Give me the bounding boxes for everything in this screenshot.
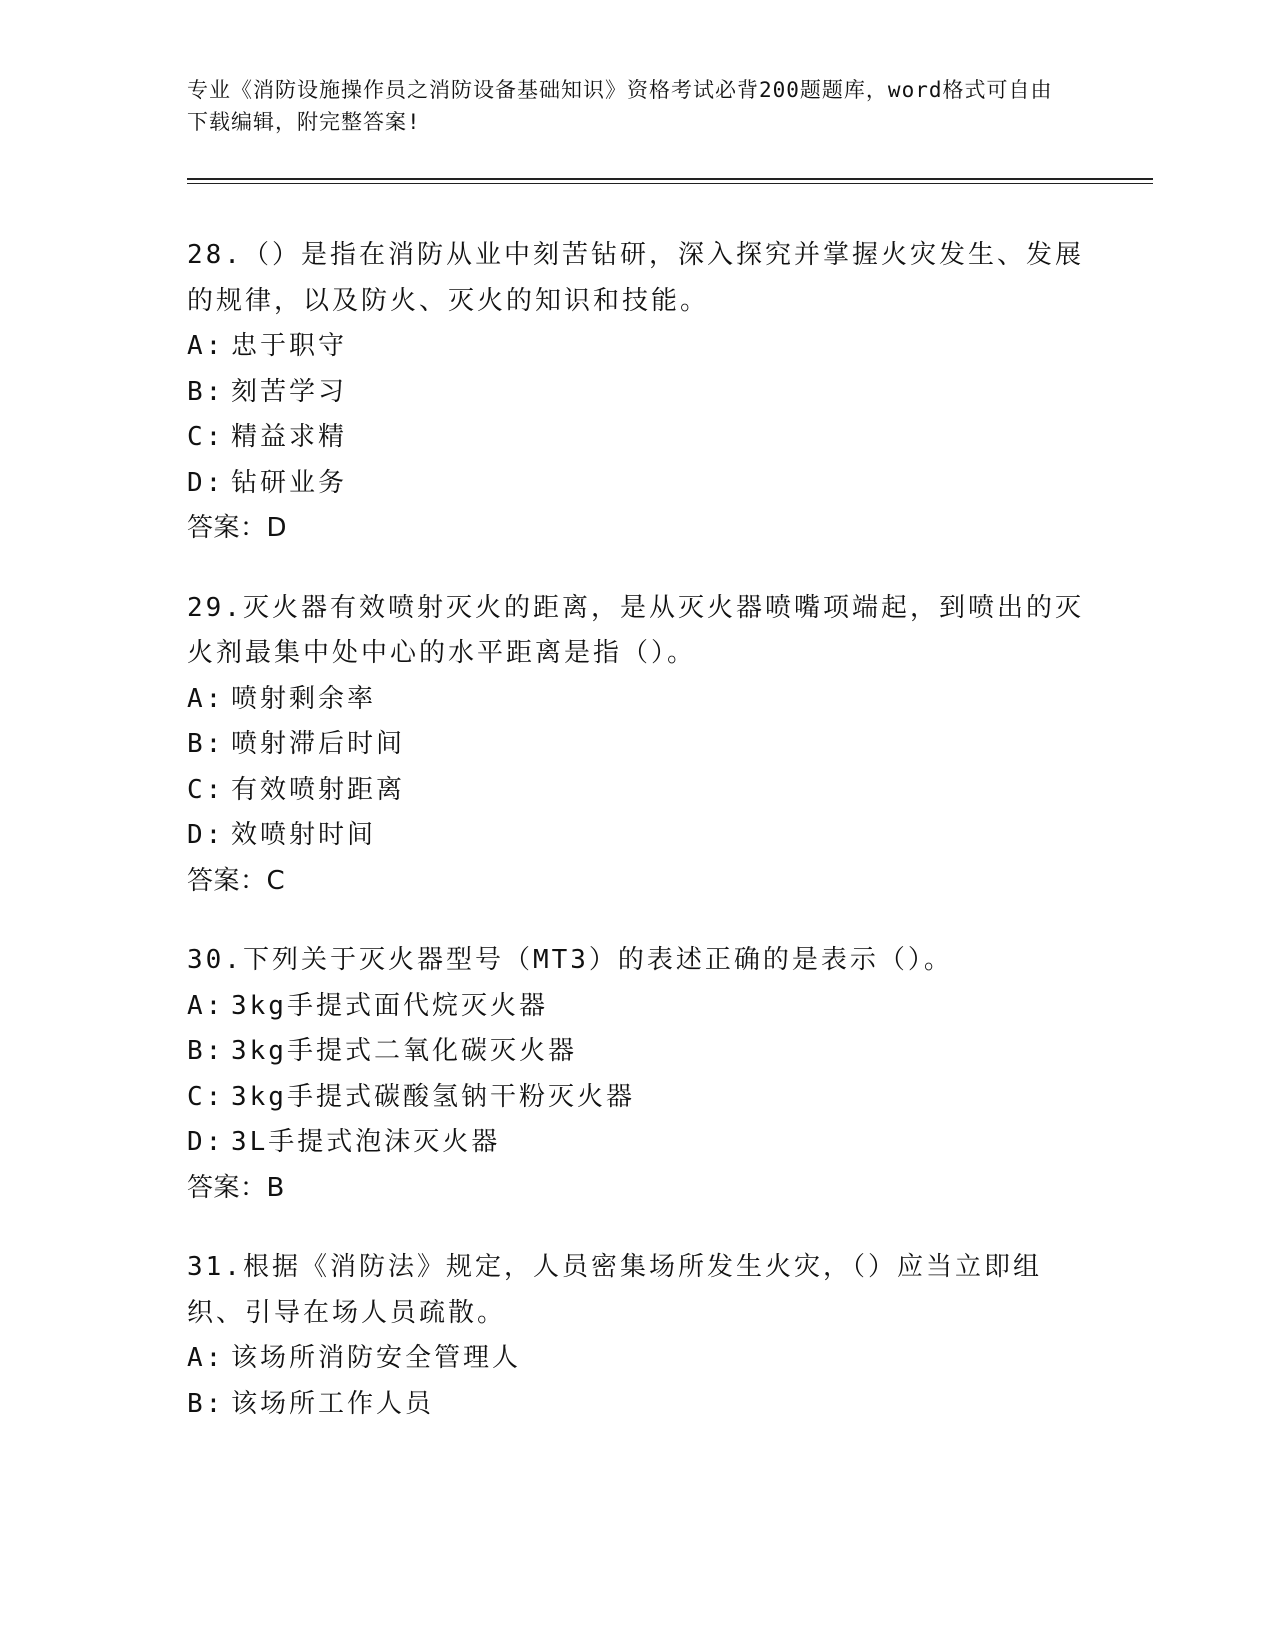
question-29 [187,586,1087,905]
option-c: C: 精益求精 [187,422,348,452]
option-a: A: 忠于职守 [187,331,348,361]
header-rule-bottom [187,183,1153,184]
option-c: C: 3kg手提式碳酸氢钠干粉灭火器 [187,1081,635,1112]
option-b: B: 3kg手提式二氧化碳灭火器 [187,1036,577,1066]
question-stem: 29.灭火器有效喷射灭火的距离，是从灭火器喷嘴项端起，到喷出的灭火剂最集中处中心的水平距离是指（）。 [187,592,1084,668]
option-c: C: 有效喷射距离 [187,774,406,805]
question-list [187,233,1087,1461]
option-b: B: 刻苦学习 [187,376,348,407]
question-stem: 30.下列关于灭火器型号（MT3）的表述正确的是表示（）。 [187,945,953,975]
question-28 [187,233,1087,552]
question-stem: 28.（）是指在消防从业中刻苦钻研，深入探究并掌握火灾发生、发展的规律，以及防火、灭火的知识和技能。 [187,240,1084,316]
option-a: A: 3kg手提式面代烷灭火器 [187,990,548,1021]
option-a: A: 该场所消防安全管理人 [187,1343,522,1373]
option-d: D: 钻研业务 [187,467,348,498]
option-b: B: 该场所工作人员 [187,1388,435,1419]
question-30 [187,938,1087,1211]
question-stem: 31.根据《消防法》规定，人员密集场所发生火灾，（）应当立即组织、引导在场人员疏散。 [187,1252,1042,1328]
question-31 [187,1245,1087,1427]
header-rule-top [187,178,1153,180]
option-d: D: 3L手提式泡沫灭火器 [187,1127,501,1157]
option-b: B: 喷射滞后时间 [187,729,406,759]
option-a: A: 喷射剩余率 [187,683,377,714]
answer: 答案：D [187,513,288,543]
document-header: 专业《消防设施操作员之消防设备基础知识》资格考试必背200题题库，word格式可自由下载编辑，附完整答案! [187,78,1053,134]
answer: 答案：B [187,1172,285,1203]
option-d: D: 效喷射时间 [187,820,377,850]
answer: 答案：C [187,865,286,896]
